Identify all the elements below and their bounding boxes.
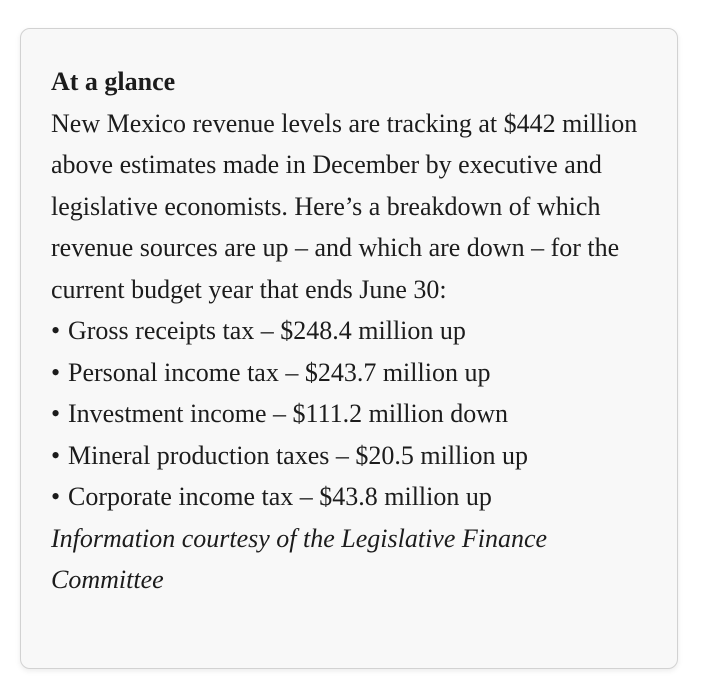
bullet-icon: • [51,316,61,345]
list-item [51,352,647,394]
list-item [51,435,647,477]
list-item [51,393,647,435]
at-a-glance-box [20,28,678,669]
source-credit: Information courtesy of the Legislative Finance Committee [51,523,548,594]
bullet-icon: • [51,482,61,511]
list-item-text: Gross receipts tax – $248.4 million up [68,316,466,345]
list-item [51,476,647,518]
box-intro-text: New Mexico revenue levels are tracking at $442 million above estimates made in December by executive and legislative economists. Here’s a breakdown of which revenue sources are up – and which are down – for the current budget year that ends June 30: [51,108,638,304]
bullet-icon: • [51,357,61,387]
list-item-text: Corporate income tax – $43.8 million up [68,482,492,511]
bullet-icon: • [51,399,61,428]
list-item-text: Mineral production taxes – $20.5 million up [68,440,528,470]
revenue-list [51,310,647,518]
list-item-text: Personal income tax – $243.7 million up [68,357,491,387]
list-item-text: Investment income – $111.2 million down [68,399,509,428]
list-item [51,310,647,352]
box-heading: At a glance [51,67,176,96]
bullet-icon: • [51,440,61,470]
